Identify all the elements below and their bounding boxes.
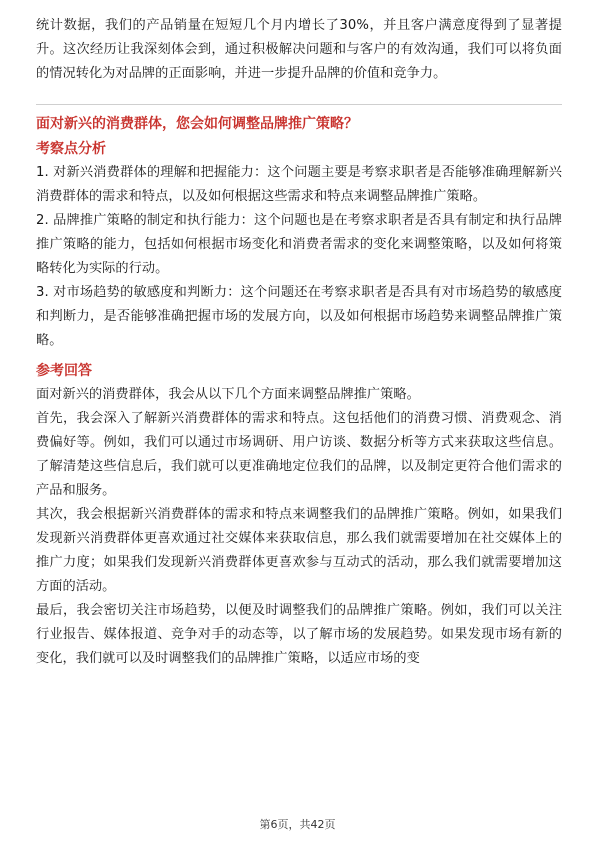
analysis-item-3: 3. 对市场趋势的敏感度和判断力：这个问题还在考察求职者是否具有对市场趋势的敏感度和判断力，是否能够准确把握市场的发展方向，以及如何根据市场趋势来调整品牌推广策略。 (36, 285, 562, 348)
page-number: 第6页，共42页 (259, 818, 336, 831)
analysis-item-2: 2. 品牌推广策略的制定和执行能力：这个问题也是在考察求职者是否具有制定和执行品牌推广策略的能力，包括如何根据市场变化和消费者需求的变化来调整策略，以及如何将策略转化为实际的行动。 (36, 213, 562, 276)
answer-paragraph-4: 最后，我会密切关注市场趋势，以便及时调整我们的品牌推广策略。例如，我们可以关注行业报告、媒体报道、竞争对手的动态等，以了解市场的发展趋势。如果发现市场有新的变化，我们就可以及时调整我们的品牌推广策略，以适应市场的变 (36, 603, 562, 666)
analysis-item-1: 1. 对新兴消费群体的理解和把握能力：这个问题主要是考察求职者是否能够准确理解新兴消费群体的需求和特点，以及如何根据这些需求和特点来调整品牌推广策略。 (36, 165, 562, 204)
document-page (36, 14, 562, 671)
answer-paragraph-1: 面对新兴的消费群体，我会从以下几个方面来调整品牌推广策略。 (36, 387, 420, 402)
page-footer (0, 816, 595, 832)
answer-title: 参考回答 (36, 363, 92, 379)
question-heading: 面对新兴的消费群体，您会如何调整品牌推广策略？ (36, 116, 358, 132)
answer-paragraph-2: 首先，我会深入了解新兴消费群体的需求和特点。这包括他们的消费习惯、消费观念、消费偏好等。例如，我们可以通过市场调研、用户访谈、数据分析等方式来获取这些信息。了解清楚这些信息后，我们就可以更准确地定位我们的品牌，以及制定更符合他们需求的产品和服务。 (36, 411, 562, 498)
answer-paragraph-3: 其次，我会根据新兴消费群体的需求和特点来调整我们的品牌推广策略。例如，如果我们发现新兴消费群体更喜欢通过社交媒体来获取信息，那么我们就需要增加在社交媒体上的推广力度；如果我们发现新兴消费群体更喜欢参与互动式的活动，那么我们就需要增加这方面的活动。 (36, 507, 562, 594)
analysis-title: 考察点分析 (36, 141, 106, 157)
section-divider (36, 104, 562, 105)
intro-paragraph: 统计数据，我们的产品销量在短短几个月内增长了30%，并且客户满意度得到了显著提升。这次经历让我深刻体会到，通过积极解决问题和与客户的有效沟通，我们可以将负面的情况转化为对品牌的正面影响，并进一步提升品牌的价值和竞争力。 (36, 18, 562, 81)
